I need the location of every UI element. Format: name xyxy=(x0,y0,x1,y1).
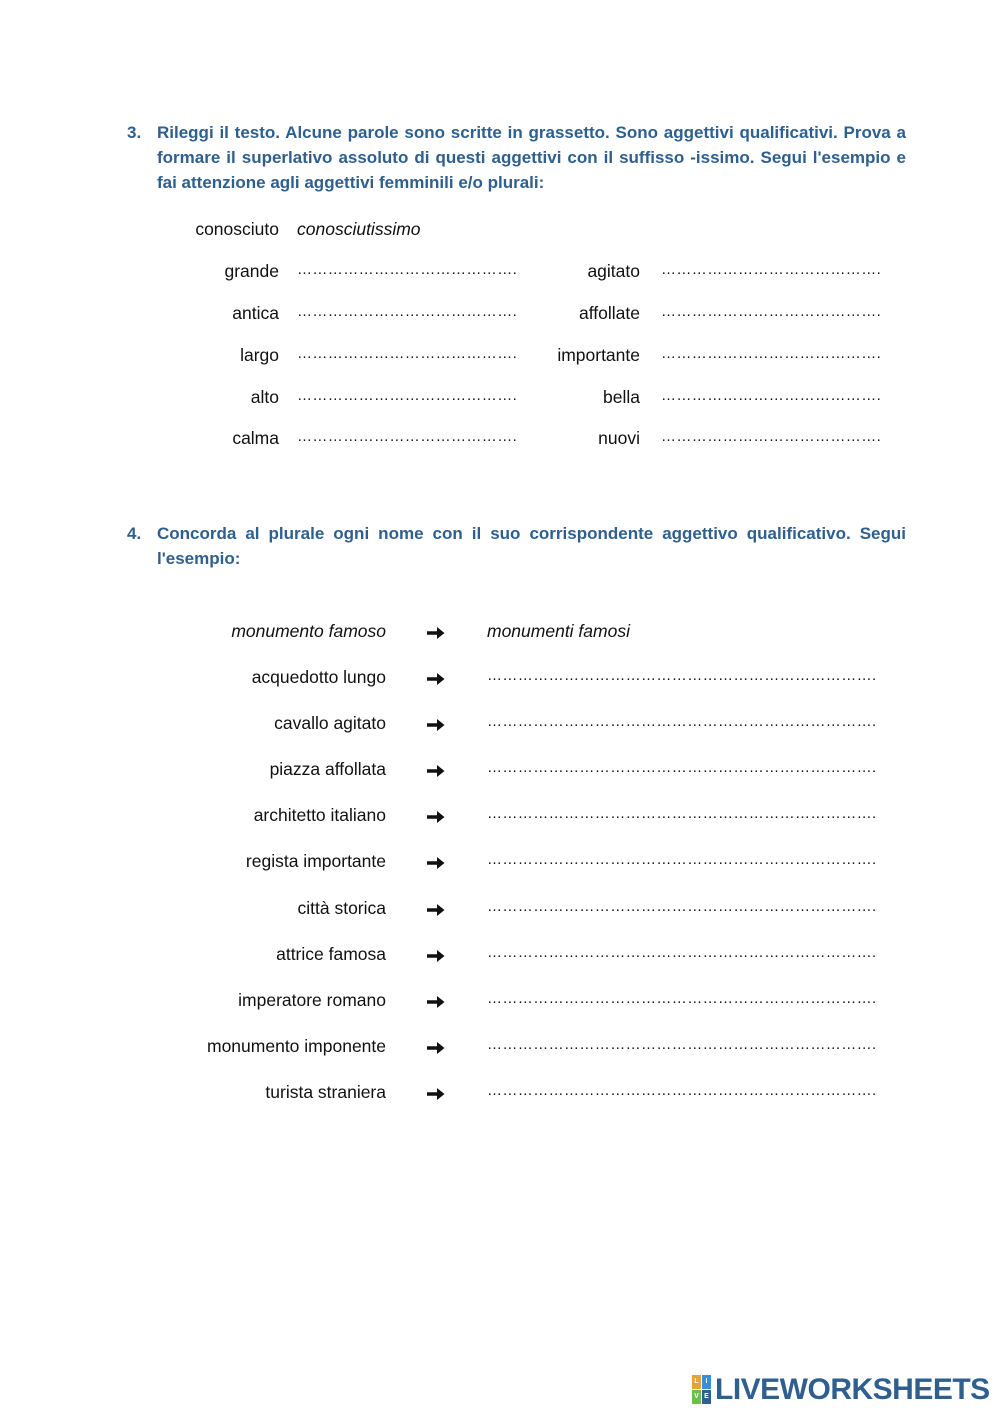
answer-blank[interactable]: …………………………………………………………………. xyxy=(487,759,877,777)
answer-blank[interactable]: …………………………………………………………………. xyxy=(487,897,877,915)
answer-blank[interactable]: ……………………………………. xyxy=(661,261,882,278)
right-arrow-icon xyxy=(426,671,446,687)
logo-text: LIVEWORKSHEETS xyxy=(715,1373,990,1406)
answer-blank[interactable]: ……………………………………. xyxy=(297,303,518,320)
example-answer: monumenti famosi xyxy=(487,621,630,641)
adjective-left: calma xyxy=(232,428,279,448)
example-word: conosciuto xyxy=(195,219,279,239)
right-arrow-icon xyxy=(426,994,446,1010)
adjective-left: antica xyxy=(232,303,279,323)
noun-phrase: attrice famosa xyxy=(276,943,386,964)
adjective-right: agitato xyxy=(587,261,640,281)
noun-phrase: città storica xyxy=(297,897,386,918)
noun-phrase: imperatore romano xyxy=(238,989,386,1010)
question-number: 3. xyxy=(127,123,142,142)
answer-blank[interactable]: ……………………………………. xyxy=(297,261,518,278)
right-arrow-icon xyxy=(426,855,446,871)
question-text: Concorda al plurale ogni nome con il suo corrispondente aggettivo qualificativo. Segui l'esempio: xyxy=(157,524,906,568)
answer-blank[interactable]: ……………………………………. xyxy=(661,428,882,445)
logo-mark-icon: L I V E xyxy=(692,1375,712,1405)
answer-blank[interactable]: …………………………………………………………………. xyxy=(487,1035,877,1053)
noun-phrase: architetto italiano xyxy=(253,805,386,826)
right-arrow-icon xyxy=(426,902,446,918)
answer-blank[interactable]: ……………………………………. xyxy=(661,345,882,362)
noun-phrase: cavallo agitato xyxy=(274,713,386,734)
example-word: monumento famoso xyxy=(231,621,386,641)
noun-phrase: regista importante xyxy=(245,851,386,872)
right-arrow-icon xyxy=(426,1040,446,1056)
right-arrow-icon xyxy=(426,948,446,964)
right-arrow-icon xyxy=(426,1086,446,1102)
answer-blank[interactable]: …………………………………………………………………. xyxy=(487,989,877,1007)
right-arrow-icon xyxy=(426,625,446,641)
example-answer: conosciutissimo xyxy=(297,219,421,239)
answer-blank[interactable]: ……………………………………. xyxy=(661,303,882,320)
answer-blank[interactable]: ……………………………………. xyxy=(297,387,518,404)
answer-blank[interactable]: …………………………………………………………………. xyxy=(487,713,877,731)
right-arrow-icon xyxy=(426,763,446,779)
adjective-left: largo xyxy=(240,345,279,365)
adjective-right: importante xyxy=(557,345,640,365)
answer-blank[interactable]: ……………………………………. xyxy=(661,387,882,404)
question-number: 4. xyxy=(127,524,142,543)
answer-blank[interactable]: …………………………………………………………………. xyxy=(487,1081,877,1099)
adjective-left: grande xyxy=(224,261,279,281)
noun-phrase: acquedotto lungo xyxy=(251,667,386,687)
answer-blank[interactable]: …………………………………………………………………. xyxy=(487,851,877,869)
right-arrow-icon xyxy=(426,809,446,825)
answer-blank[interactable]: …………………………………………………………………. xyxy=(487,667,877,684)
question-text: Rileggi il testo. Alcune parole sono scritte in grassetto. Sono aggettivi qualificativi. Prova a formare il superlativo assoluto di questi aggettivi con il suffisso -issimo. Segui l'esempio e fai attenzione agli aggettivi femminili e/o plurali: xyxy=(157,123,906,192)
adjective-right: affollate xyxy=(579,303,640,323)
adjective-right: nuovi xyxy=(598,428,640,448)
liveworksheets-logo xyxy=(692,1372,990,1408)
adjective-right: bella xyxy=(603,387,640,407)
noun-phrase: piazza affollata xyxy=(269,759,386,780)
answer-blank[interactable]: …………………………………………………………………. xyxy=(487,943,877,961)
question-3-heading xyxy=(127,120,906,195)
answer-blank[interactable]: ……………………………………. xyxy=(297,345,518,362)
right-arrow-icon xyxy=(426,717,446,733)
answer-blank[interactable]: …………………………………………………………………. xyxy=(487,805,877,823)
noun-phrase: turista straniera xyxy=(265,1081,386,1102)
noun-phrase: monumento imponente xyxy=(207,1035,386,1056)
adjective-left: alto xyxy=(250,387,279,407)
question-4-heading xyxy=(127,521,906,571)
answer-blank[interactable]: ……………………………………. xyxy=(297,428,518,445)
